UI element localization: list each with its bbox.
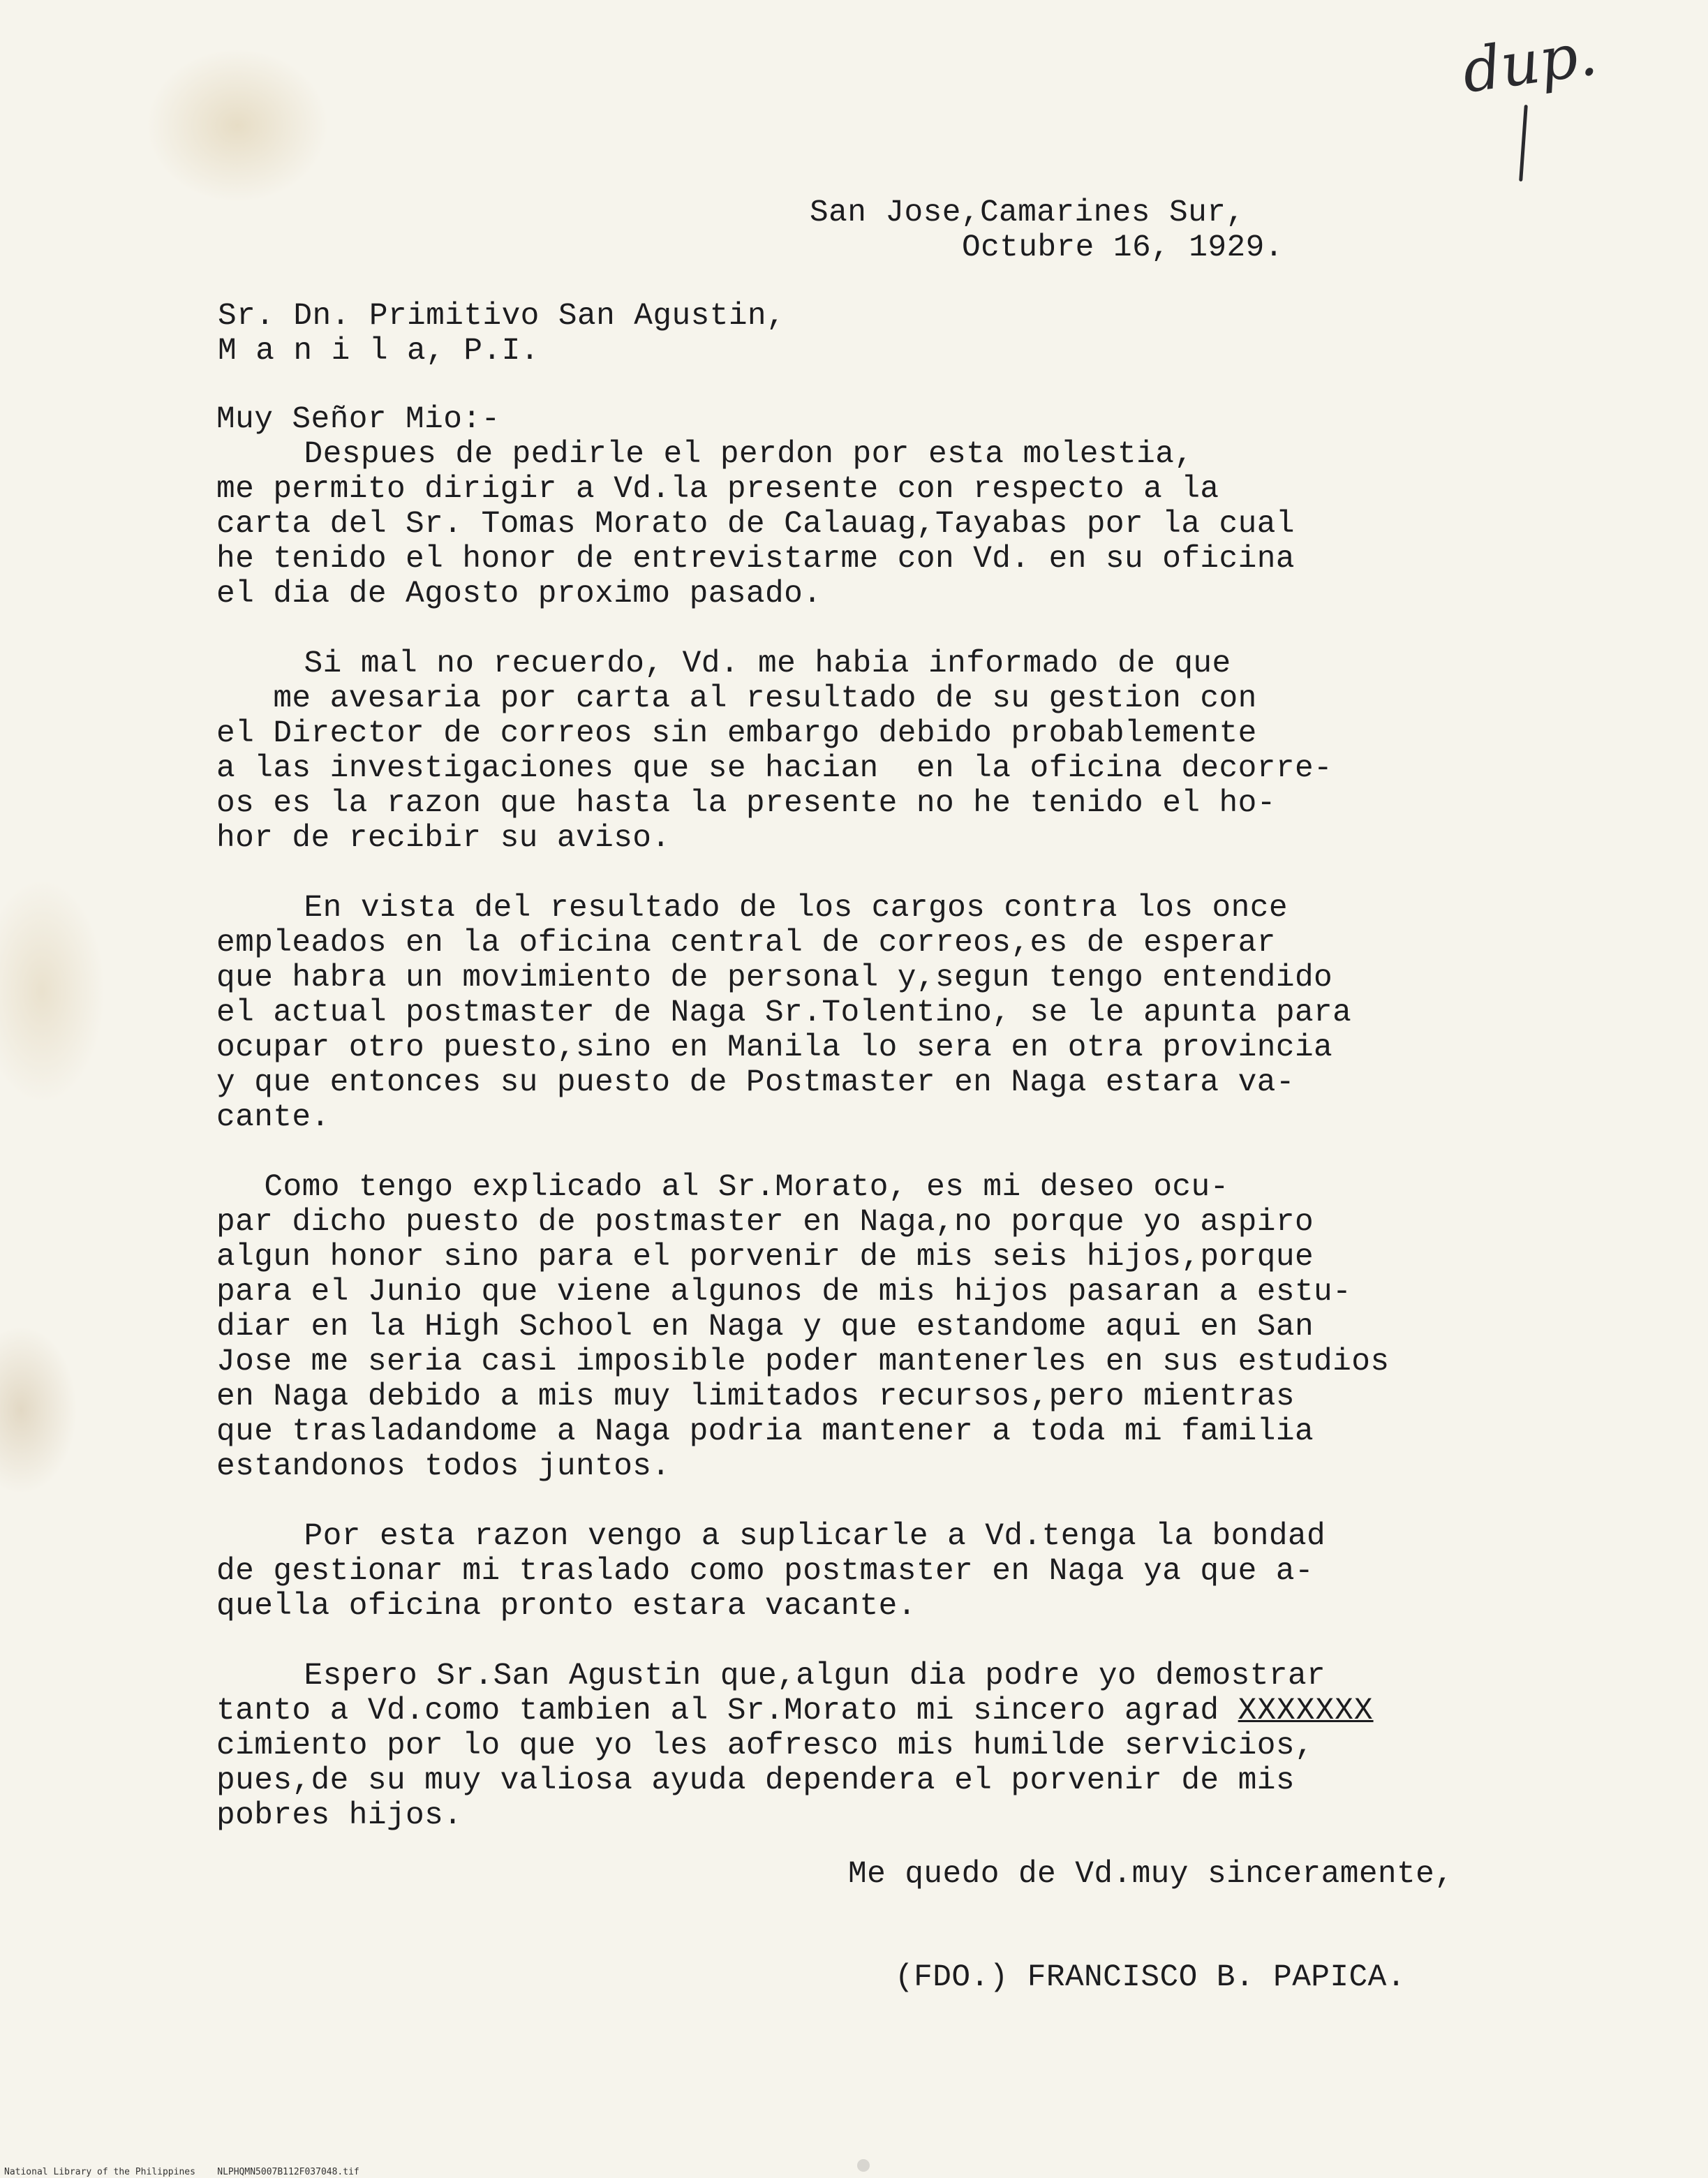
- body-line: a las investigaciones que se hacian en la oficina decorre-: [216, 751, 1333, 786]
- body-line: pues,de su muy valiosa ayuda dependera el porvenir de mis: [216, 1763, 1295, 1798]
- dateline-date: Octubre 16, 1929.: [962, 230, 1284, 265]
- body-line: el actual postmaster de Naga Sr.Tolentino, se le apunta para: [216, 995, 1352, 1030]
- footer-file: NLPHQMN5007B112F037048.tif: [217, 2167, 359, 2177]
- body-line: que habra un movimiento de personal y,segun tengo entendido: [216, 961, 1333, 995]
- body-line: cimiento por lo que yo les aofresco mis humilde servicios,: [216, 1728, 1314, 1763]
- scan-footer: [4, 2167, 359, 2177]
- signature: (FDO.) FRANCISCO B. PAPICA.: [895, 1960, 1406, 1995]
- handwritten-annotation: dup.: [1457, 19, 1601, 107]
- body-line: el Director de correos sin embargo debido probablemente: [216, 716, 1257, 751]
- salutation: Muy Señor Mio:-: [216, 402, 500, 437]
- body-line: y que entonces su puesto de Postmaster en Naga estara va-: [216, 1065, 1295, 1100]
- body-line: Como tengo explicado al Sr.Morato, es mi deseo ocu-: [188, 1170, 1229, 1205]
- body-line: quella oficina pronto estara vacante.: [216, 1589, 916, 1624]
- body-line: me permito dirigir a Vd.la presente con respecto a la: [216, 472, 1219, 507]
- body-line: en Naga debido a mis muy limitados recursos,pero mientras: [216, 1379, 1295, 1414]
- body-line: para el Junio que viene algunos de mis hijos pasaran a estu-: [216, 1275, 1352, 1310]
- recipient-city: M a n i l a, P.I.: [218, 334, 540, 369]
- body-line-with-strikeout: [216, 1694, 1374, 1728]
- body-line: diar en la High School en Naga y que estandome aqui en San: [216, 1310, 1314, 1344]
- footer-library: National Library of the Philippines: [4, 2167, 195, 2177]
- body-line: he tenido el honor de entrevistarme con Vd. en su oficina: [216, 542, 1295, 577]
- body-line: estandonos todos juntos.: [216, 1449, 671, 1484]
- body-line: os es la razon que hasta la presente no he tenido el ho-: [216, 786, 1276, 821]
- body-line: me avesaria por carta al resultado de su gestion con: [216, 681, 1257, 716]
- closing: Me quedo de Vd.muy sinceramente,: [848, 1857, 1454, 1892]
- scan-mark: [857, 2159, 870, 2172]
- body-line: Jose me seria casi imposible poder mantenerles en sus estudios: [216, 1344, 1390, 1379]
- recipient-name: Sr. Dn. Primitivo San Agustin,: [218, 299, 786, 334]
- typed-strikeout: XXXXXXX: [1238, 1694, 1374, 1728]
- body-line: ocupar otro puesto,sino en Manila lo sera en otra provincia: [216, 1030, 1333, 1065]
- body-line: que trasladandome a Naga podria mantener a toda mi familia: [216, 1414, 1314, 1449]
- body-line: hor de recibir su aviso.: [216, 821, 671, 856]
- dateline-place: San Jose,Camarines Sur,: [810, 195, 1245, 230]
- body-line: el dia de Agosto proximo pasado.: [216, 577, 822, 612]
- body-line: empleados en la oficina central de correos,es de esperar: [216, 926, 1276, 961]
- body-line: algun honor sino para el porvenir de mis seis hijos,porque: [216, 1240, 1314, 1275]
- body-line: Espero Sr.San Agustin que,algun dia podre yo demostrar: [209, 1659, 1326, 1694]
- body-line: Despues de pedirle el perdon por esta molestia,: [209, 437, 1194, 472]
- body-line: Si mal no recuerdo, Vd. me habia informado de que: [209, 646, 1231, 681]
- body-line: pobres hijos.: [216, 1798, 463, 1833]
- body-line: cante.: [216, 1100, 330, 1135]
- body-line: de gestionar mi traslado como postmaster en Naga ya que a-: [216, 1554, 1314, 1589]
- body-line: tanto a Vd.como tambien al Sr.Morato mi sincero agrad: [216, 1694, 1238, 1728]
- body-line: Por esta razon vengo a suplicarle a Vd.tenga la bondad: [209, 1519, 1326, 1554]
- body-line: par dicho puesto de postmaster en Naga,no porque yo aspiro: [216, 1205, 1314, 1240]
- body-line: carta del Sr. Tomas Morato de Calauag,Tayabas por la cual: [216, 507, 1295, 542]
- body-line: En vista del resultado de los cargos contra los once: [209, 891, 1288, 926]
- handwritten-stroke: [1519, 105, 1528, 182]
